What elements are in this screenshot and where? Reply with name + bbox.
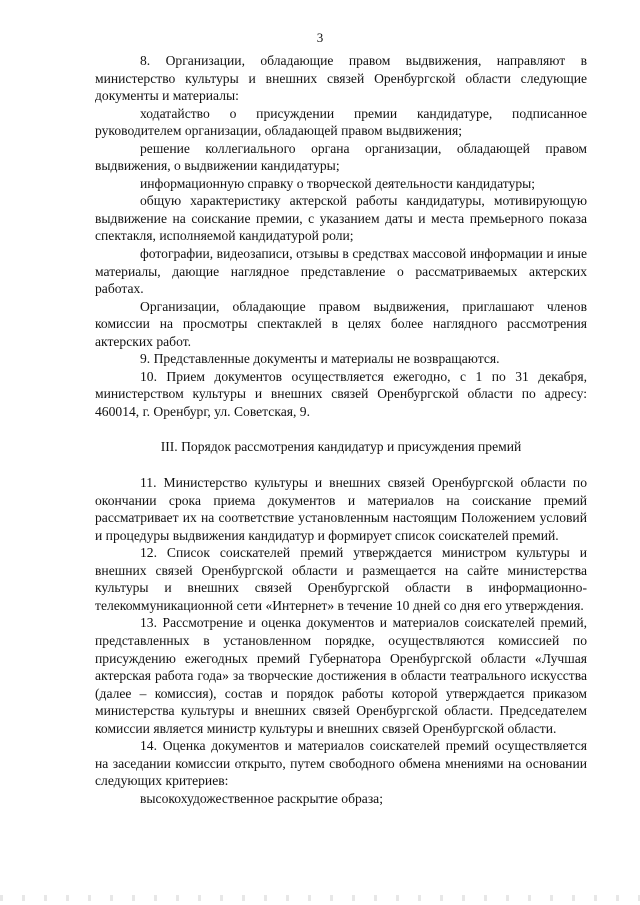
scan-edge-artifact	[0, 895, 640, 901]
list-item: ходатайство о присуждении премии кандидатуре, подписанное руководителем организации, обладающей правом выдвижения;	[95, 105, 587, 139]
list-item: информационную справку о творческой деятельности кандидатуры;	[140, 175, 536, 191]
paragraph: Организации, обладающие правом выдвижения, приглашают членов комиссии на просмотры спектаклей в целях более наглядного рассмотрения актерских работ.	[95, 298, 587, 349]
paragraph-14: 14. Оценка документов и материалов соискателей премий осуществляется на заседании комиссии открыто, путем свободного обмена мнениями на основании следующих критериев:	[95, 738, 587, 789]
document-body	[95, 52, 587, 807]
paragraph-11: 11. Министерство культуры и внешних связей Оренбургской области по окончании срока приема документов и материалов на соискание премий рассматривает их на соответствие установленным настоящим Положением условий и процедуры выдвижения кандидатур и формирует список соискателей премий.	[95, 475, 587, 543]
paragraph-9: 9. Представленные документы и материалы не возвращаются.	[140, 351, 500, 367]
page-number: 3	[316, 30, 324, 45]
section-heading: III. Порядок рассмотрения кандидатур и присуждения премий	[160, 439, 522, 455]
list-item: фотографии, видеозаписи, отзывы в средствах массовой информации и иные материалы, дающие наглядное представление о рассматриваемых актерских работах.	[95, 246, 587, 297]
paragraph-8: 8. Организации, обладающие правом выдвижения, направляют в министерство культуры и внешних связей Оренбургской области следующие документы и материалы:	[95, 53, 587, 104]
list-item: высокохудожественное раскрытие образа;	[140, 790, 383, 806]
paragraph-10: 10. Прием документов осуществляется ежегодно, с 1 по 31 декабря, министерством культуры и внешних связей Оренбургской области по адресу: 460014, г. Оренбург, ул. Советская, 9.	[95, 368, 587, 419]
list-item: общую характеристику актерской работы кандидатуры, мотивирующую выдвижение на соискание премии, с указанием даты и места премьерного показа спектакля, исполняемой кандидатурой роли;	[95, 193, 587, 244]
paragraph-12: 12. Список соискателей премий утверждается министром культуры и внешних связей Оренбургской области и размещается на сайте министерства культуры и внешних связей Оренбургской области в информационно-телекоммуникационной сети «Интернет» в течение 10 дней со дня его утверждения.	[95, 545, 587, 613]
paragraph-13: 13. Рассмотрение и оценка документов и материалов соискателей премий, представленных в установленном порядке, осуществляются комиссией по присуждению ежегодных премий Губернатора Оренбургской области «Лучшая актерская работа года» за творческие достижения в области театрального искусства (далее – комиссия), состав и порядок работы которой утверждается приказом министерства культуры и внешних связей Оренбургской области. Председателем комиссии является министр культуры и внешних связей Оренбургской области.	[95, 615, 587, 736]
list-item: решение коллегиального органа организации, обладающей правом выдвижения, о выдвижении кандидатуры;	[95, 140, 587, 174]
